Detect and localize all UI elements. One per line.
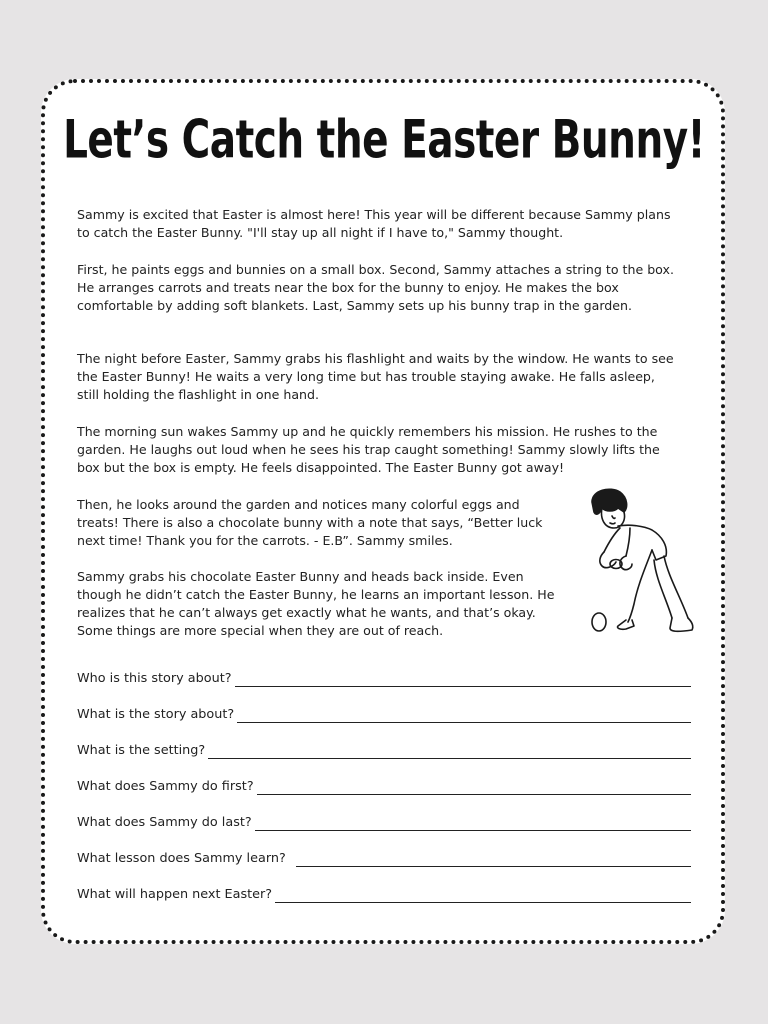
question-row-2 bbox=[77, 703, 691, 723]
story-paragraph-1: Sammy is excited that Easter is almost here! This year will be different because Sammy plans to catch the Easter Bunny. "I'll stay up all night if I have to," Sammy thought. bbox=[77, 207, 671, 240]
question-label: What lesson does Sammy learn? bbox=[77, 851, 286, 866]
question-row-5 bbox=[77, 811, 691, 831]
question-row-1 bbox=[77, 667, 691, 687]
question-label: What is the setting? bbox=[77, 743, 206, 758]
story-paragraph-5: Then, he looks around the garden and notices many colorful eggs and treats! There is also a chocolate bunny with a note that says, “Better luck next time! Thank you for the carrots. - E.B”. Sammy smiles. bbox=[77, 497, 543, 548]
answer-line[interactable] bbox=[208, 744, 691, 759]
story-paragraph-2: First, he paints eggs and bunnies on a small box. Second, Sammy attaches a string to the box. He arranges carrots and treats near the box for the bunny to enjoy. He makes the box comfortable by adding soft blankets. Last, Sammy sets up his bunny trap in the garden. bbox=[77, 262, 674, 313]
story-paragraph-4: The morning sun wakes Sammy up and he quickly remembers his mission. He rushes to the garden. He laughs out loud when he sees his trap caught something! Sammy slowly lifts the box but the box is empty. He feels disappointed. The Easter Bunny got away! bbox=[77, 424, 660, 475]
question-label: What will happen next Easter? bbox=[77, 887, 273, 902]
question-row-3 bbox=[77, 739, 691, 759]
answer-line[interactable] bbox=[255, 816, 691, 831]
question-label: Who is this story about? bbox=[77, 671, 232, 686]
question-label: What does Sammy do last? bbox=[77, 815, 252, 830]
answer-line[interactable] bbox=[235, 672, 692, 687]
answer-line[interactable] bbox=[237, 708, 691, 723]
story-paragraph-6: Sammy grabs his chocolate Easter Bunny and heads back inside. Even though he didn’t catch the Easter Bunny, he learns an important lesson. He realizes that he can’t always get exactly what he wants, and that’s okay. Some things are more special when they are out of reach. bbox=[77, 569, 555, 638]
boy-holding-egg-icon bbox=[584, 486, 704, 646]
question-label: What does Sammy do first? bbox=[77, 779, 254, 794]
question-label: What is the story about? bbox=[77, 707, 235, 722]
answer-line[interactable] bbox=[257, 780, 691, 795]
question-row-7 bbox=[77, 883, 691, 903]
page-title: Let’s Catch the Easter Bunny! bbox=[63, 110, 705, 171]
answer-line[interactable] bbox=[275, 888, 691, 903]
answer-line[interactable] bbox=[296, 852, 691, 867]
question-row-4 bbox=[77, 775, 691, 795]
question-row-6 bbox=[77, 847, 691, 867]
story-paragraph-3: The night before Easter, Sammy grabs his flashlight and waits by the window. He wants to see the Easter Bunny! He waits a very long time but has trouble staying awake. He falls asleep, still holding the flashlight in one hand. bbox=[77, 351, 674, 402]
